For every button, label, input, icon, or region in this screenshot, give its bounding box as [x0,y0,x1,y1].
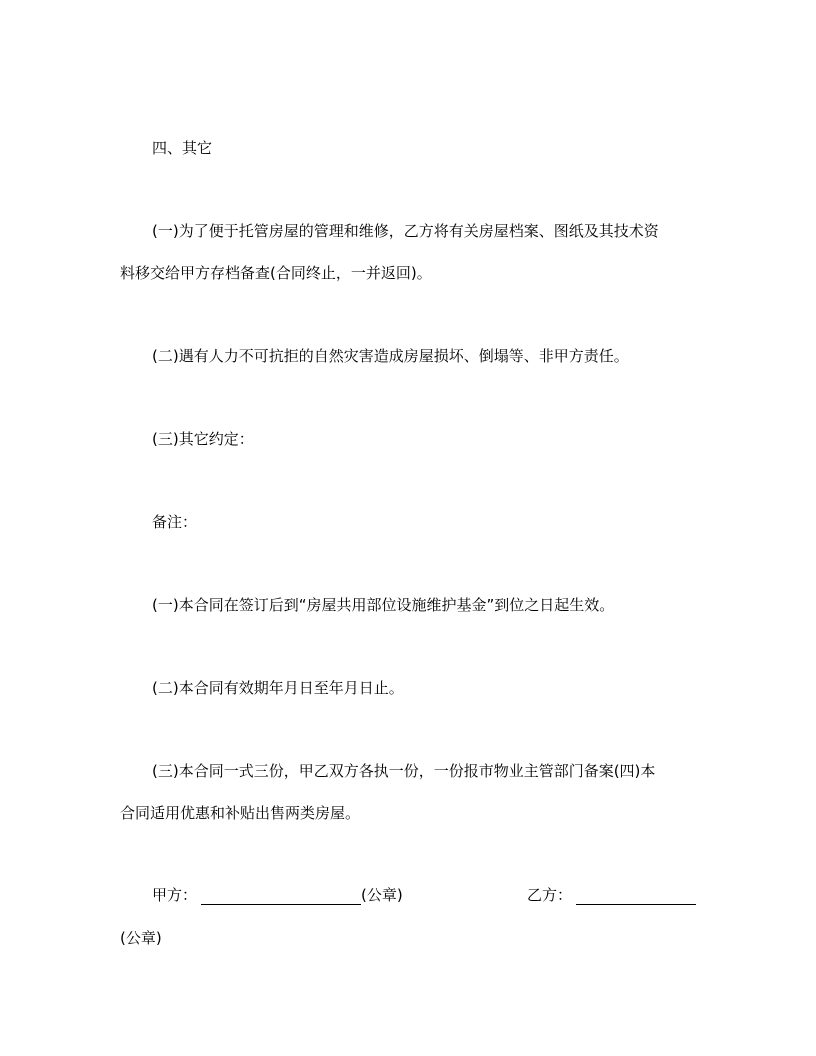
remark-2-line-1: (二)本合同有效期年月日至年月日止。 [152,679,404,697]
remark-3-line-1: (三)本合同一式三份，甲乙双方各执一份，一份报市物业主管部门备案(四)本 [152,762,656,780]
remarks-heading: 备注： [152,513,198,531]
remark-3-line-2: 合同适用优惠和补贴出售两类房屋。 [120,804,361,822]
section-heading: 四、其它 [152,139,213,157]
party-a-blank [201,887,361,905]
clause-1-line-2: 料移交给甲方存档备查(合同终止，一并返回)。 [120,264,432,282]
party-a-label: 甲方： [152,886,198,904]
party-b-blank [576,887,696,905]
party-b-seal: (公章) [120,929,162,947]
signature-row [152,885,712,907]
party-b-label: 乙方： [527,886,573,904]
party-b-group [527,885,696,905]
clause-1-line-1: (一)为了便于托管房屋的管理和维修，乙方将有关房屋档案、图纸及其技术资 [152,222,659,240]
clause-3-line-1: (三)其它约定： [152,430,254,448]
party-a-seal: (公章) [361,886,403,904]
remark-1-line-1: (一)本合同在签订后到“房屋共用部位设施维护基金”到位之日起生效。 [152,596,615,614]
clause-2-line-1: (二)遇有人力不可抗拒的自然灾害造成房屋损坏、倒塌等、非甲方责任。 [152,347,629,365]
